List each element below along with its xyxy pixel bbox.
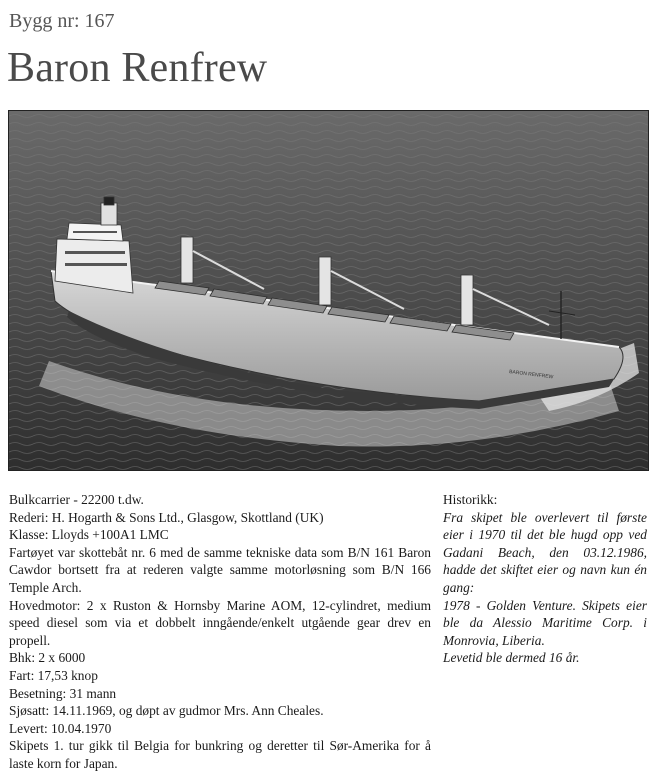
spec-first-voyage: Skipets 1. tur gikk til Belgia for bunkring og deretter til Sør-Amerika for å laste korn for Japan. (9, 738, 431, 771)
ship-name-title: Baron Renfrew (7, 45, 268, 91)
history-column (443, 491, 647, 667)
spec-owner: Rederi: H. Hogarth & Sons Ltd., Glasgow, Skottland (UK) (9, 509, 324, 525)
ship-photo-drawing (9, 111, 648, 470)
spec-speed: Fart: 17,53 knop (9, 667, 98, 683)
spec-sister-note: Fartøyet var skottebåt nr. 6 med de samme tekniske data som B/N 161 Baron Cawdor bortsett fra at rederen valgte samme motorløsning som B/N 166 Temple Arch. (9, 544, 431, 595)
spec-column (9, 491, 431, 773)
spec-type: Bulkcarrier - 22200 t.dw. (9, 492, 144, 507)
ship-photo (8, 110, 649, 471)
build-number: Bygg nr: 167 (9, 10, 115, 32)
spec-delivered: Levert: 10.04.1970 (9, 720, 112, 736)
hull-name-label: BARON RENFREW (508, 369, 554, 381)
spec-main-engine: Hovedmotor: 2 x Ruston & Hornsby Marine AOM, 12-cylindret, medium speed diesel som via et dobbelt inngående/enkelt utgående gear drev en propell. (9, 597, 431, 648)
spec-bhk: Bhk: 2 x 6000 (9, 650, 86, 666)
history-paragraph-1: Fra skipet ble overlevert til første eier i 1970 til det ble hugd opp ved Gadani Beach, den 03.12.1986, hadde det skiftet eier og navn kun én gang: (443, 509, 647, 595)
spec-class: Klasse: Lloyds +100A1 LMC (9, 527, 169, 543)
spec-launched: Sjøsatt: 14.11.1969, og døpt av gudmor Mrs. Ann Cheales. (9, 703, 324, 719)
history-heading: Historikk: (443, 492, 498, 507)
history-paragraph-2: 1978 - Golden Venture. Skipets eier ble da Alessio Maritime Corp. i Monrovia, Liberia. (443, 597, 647, 648)
history-paragraph-3: Levetid ble dermed 16 år. (443, 650, 580, 666)
spec-crew: Besetning: 31 mann (9, 685, 117, 701)
